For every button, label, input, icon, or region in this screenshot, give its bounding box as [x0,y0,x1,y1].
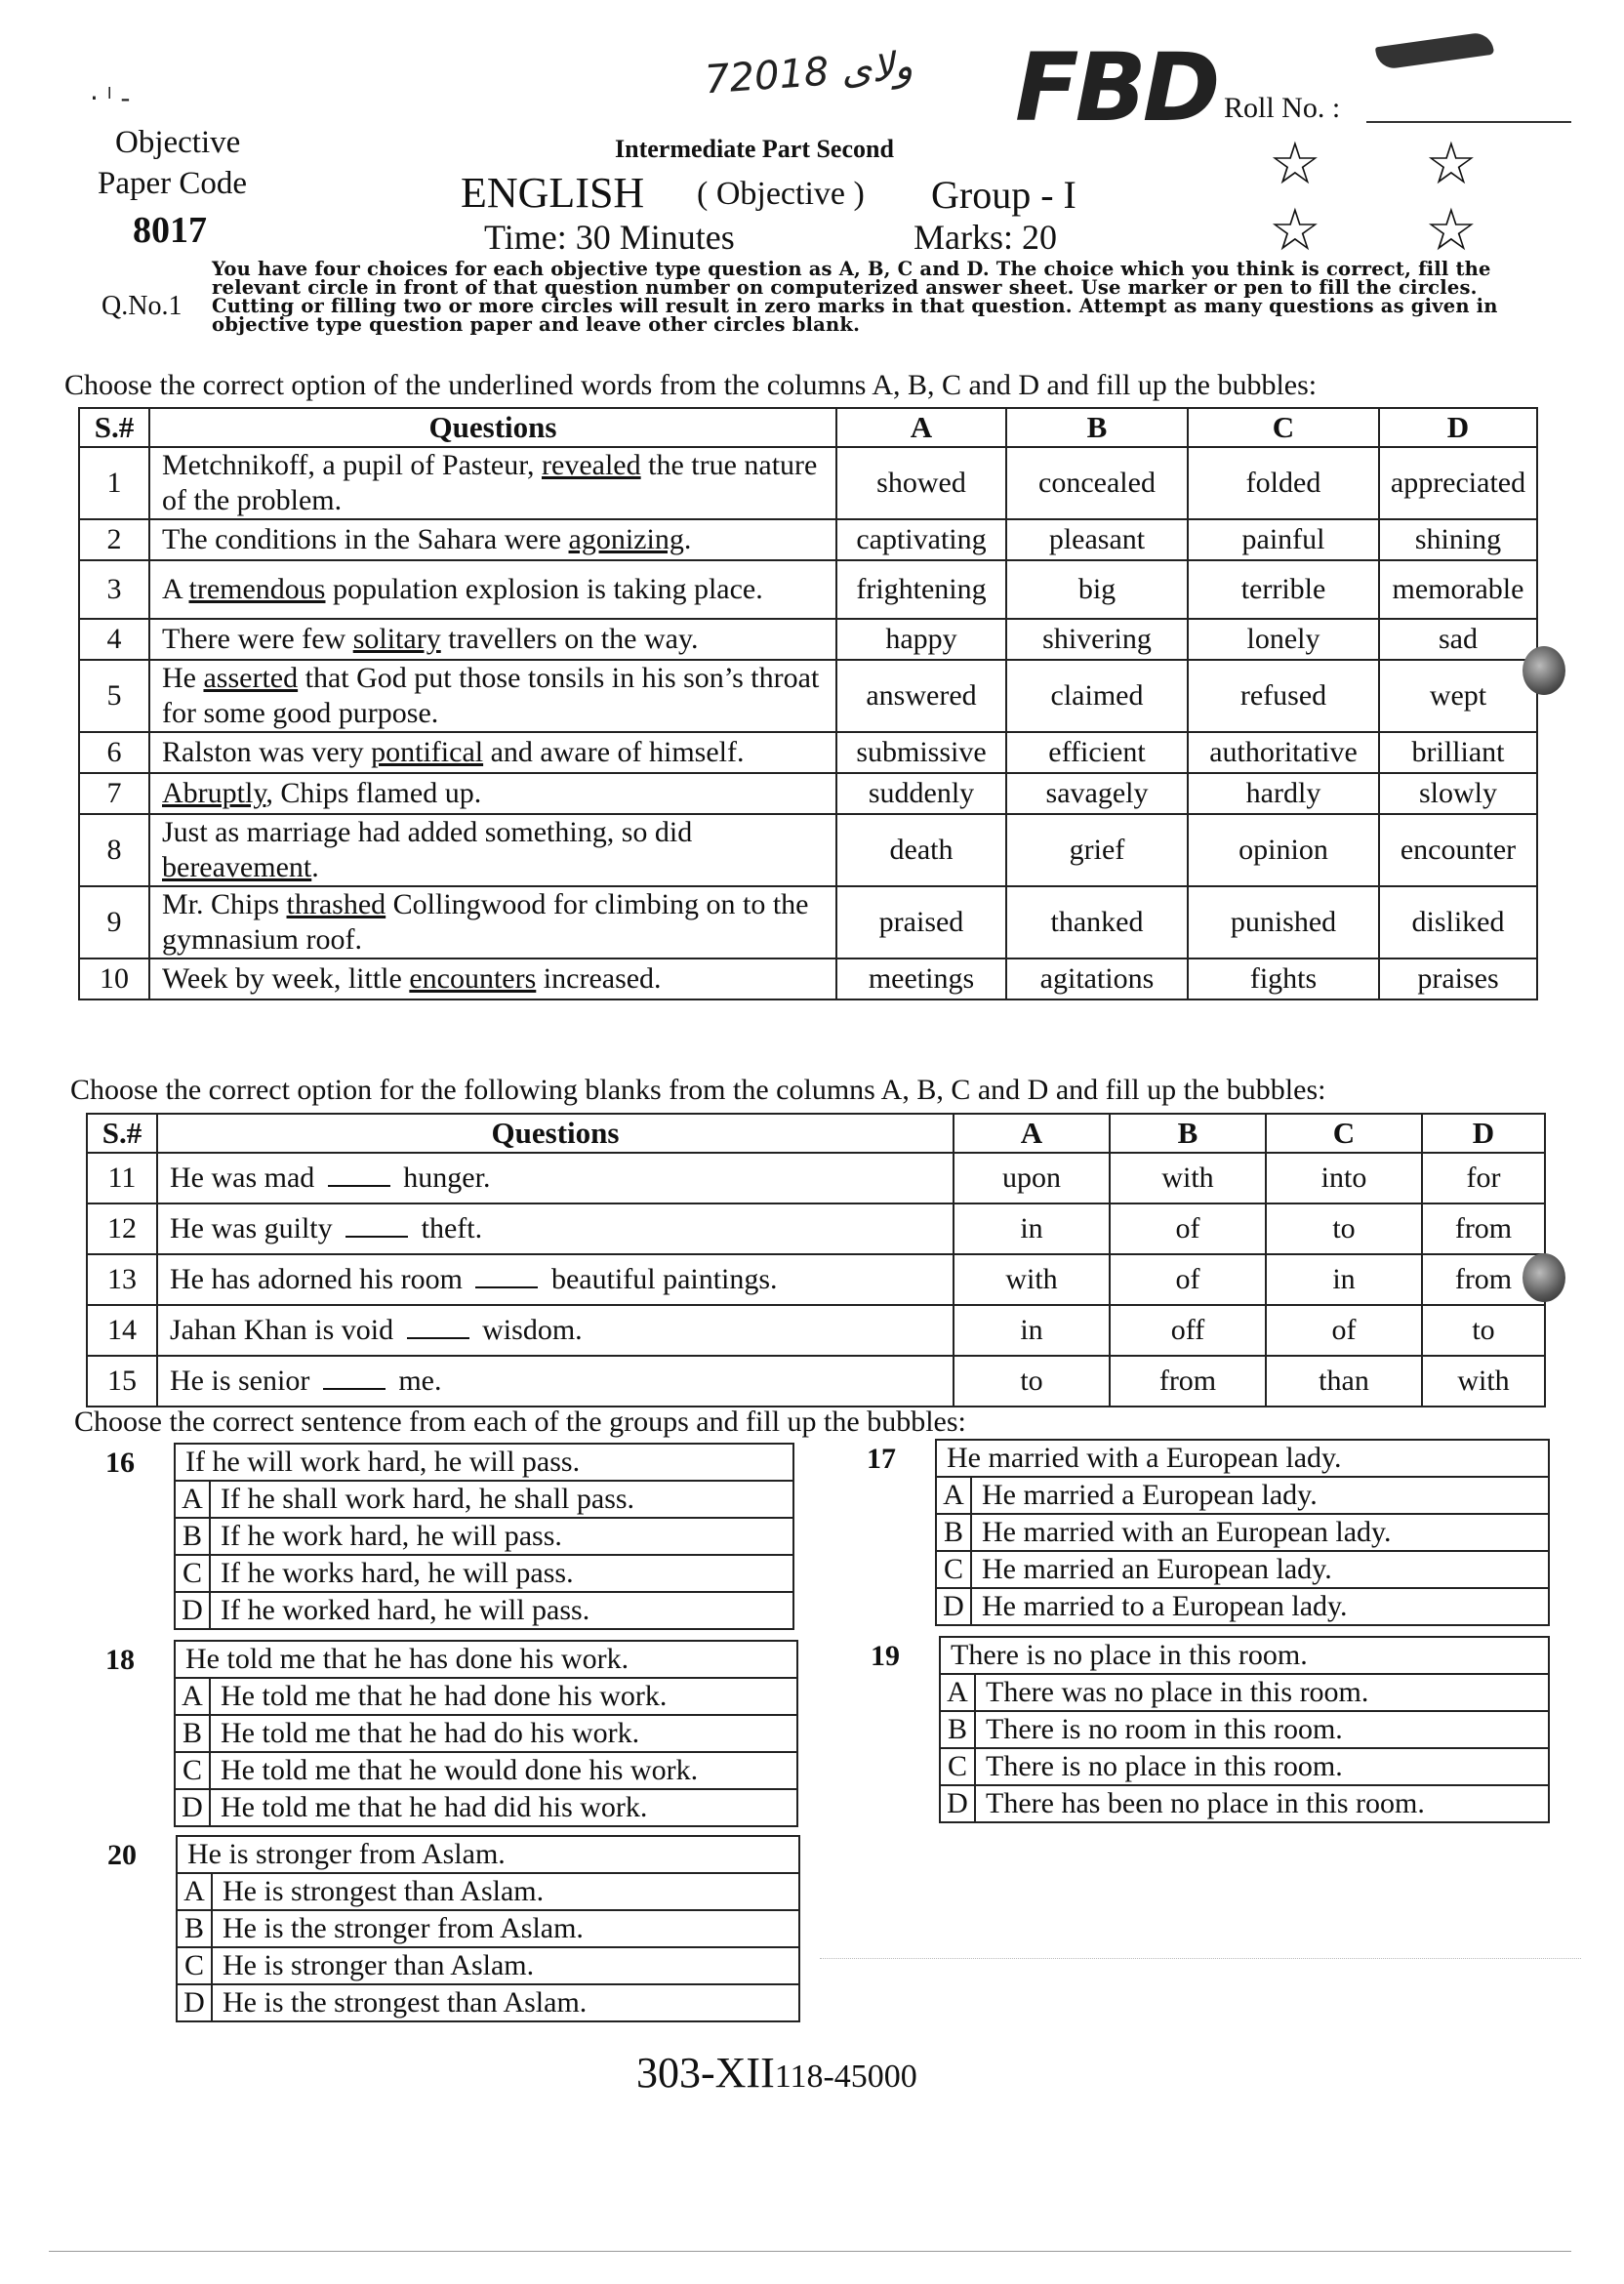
row-number: 8 [79,814,149,886]
option-d: encounter [1379,814,1537,886]
sentence-group [107,1835,800,2022]
option-sentence: He is the strongest than Aslam. [212,1984,799,2021]
option-a: suddenly [836,773,1006,814]
option-sentence: There is no room in this room. [975,1711,1549,1748]
option-letter: C [940,1748,975,1785]
option-c: painful [1188,519,1379,560]
option-row [936,1588,1549,1625]
question-text: Jahan Khan is void wisdom. [157,1305,954,1356]
option-a: answered [836,660,1006,732]
row-number: 13 [87,1254,157,1305]
table-row [79,660,1537,732]
table-row [87,1356,1545,1407]
option-letter: A [940,1674,975,1711]
star-icon: ☆ [1269,132,1321,196]
question-text: Abruptly, Chips flamed up. [149,773,836,814]
option-b: claimed [1006,660,1188,732]
group-number: 20 [107,1839,137,1871]
option-c: than [1266,1356,1422,1407]
option-d: wept [1379,660,1537,732]
option-c: of [1266,1305,1422,1356]
question-text: Ralston was very pontifical and aware of himself. [149,732,836,773]
option-d: brilliant [1379,732,1537,773]
option-sentence: He married a European lady. [971,1477,1549,1514]
sentence-table [174,1640,798,1827]
option-row [940,1785,1549,1822]
stem-row [175,1444,793,1481]
question-text: Metchnikoff, a pupil of Pasteur, revealed the true nature of the problem. [149,447,836,519]
blanks-table [86,1113,1546,1407]
option-c: into [1266,1153,1422,1203]
option-d: for [1422,1153,1545,1203]
option-letter: D [177,1984,212,2021]
option-letter: A [177,1873,212,1910]
time-label: Time: 30 Minutes [484,218,735,257]
option-d: disliked [1379,886,1537,958]
option-row [936,1514,1549,1551]
table-row [87,1153,1545,1203]
option-letter: C [175,1555,210,1592]
option-sentence: If he works hard, he will pass. [210,1555,793,1592]
stem-sentence: He told me that he has done his work. [175,1641,797,1678]
question-text: Just as marriage had added something, so did bereavement. [149,814,836,886]
option-row [177,1873,799,1910]
row-number: 1 [79,447,149,519]
row-number: 12 [87,1203,157,1254]
option-c: refused [1188,660,1379,732]
option-a: in [954,1305,1110,1356]
option-a: frightening [836,560,1006,619]
option-d: with [1422,1356,1545,1407]
option-c: authoritative [1188,732,1379,773]
question-text: There were few solitary travellers on the way. [149,619,836,660]
table-row [79,560,1537,619]
blank-line [323,1366,386,1390]
col-header: S.# [87,1114,157,1153]
option-letter: D [940,1785,975,1822]
table-row [79,447,1537,519]
underlined-word: encounters [409,962,537,995]
underlined-word: solitary [352,623,441,655]
roll-no-label: Roll No. : [1224,92,1341,124]
option-c: to [1266,1203,1422,1254]
option-b: concealed [1006,447,1188,519]
stem-row [175,1641,797,1678]
option-c: fights [1188,958,1379,999]
group-number: 18 [105,1644,135,1676]
star-icon: ☆ [1425,198,1478,263]
option-c: folded [1188,447,1379,519]
group-label: Group - I [931,173,1076,217]
col-header: C [1266,1114,1422,1153]
option-b: grief [1006,814,1188,886]
corner-smudge [1375,31,1494,70]
option-letter: D [175,1592,210,1629]
option-letter: D [936,1588,971,1625]
option-b: off [1110,1305,1266,1356]
option-d: slowly [1379,773,1537,814]
option-a: submissive [836,732,1006,773]
group-number: 17 [867,1443,896,1475]
table-row [79,773,1537,814]
footer-code-suffix: 118-45000 [774,2059,917,2095]
col-header: Questions [157,1114,954,1153]
option-letter: C [177,1947,212,1984]
table-header-row [87,1114,1545,1153]
row-number: 7 [79,773,149,814]
option-d: from [1422,1203,1545,1254]
table-row [87,1203,1545,1254]
option-sentence: He told me that he had done his work. [210,1678,797,1715]
stem-sentence: If he will work hard, he will pass. [175,1444,793,1481]
table-row [87,1305,1545,1356]
pen-mark [1522,1253,1565,1302]
option-sentence: He married to a European lady. [971,1588,1549,1625]
option-letter: C [936,1551,971,1588]
col-header: D [1422,1114,1545,1153]
option-a: meetings [836,958,1006,999]
footer-code-main: 303-XII [636,2049,775,2097]
underlined-word: bereavement [162,851,312,883]
option-d: shining [1379,519,1537,560]
star-icon: ☆ [1425,132,1478,196]
underlined-word: revealed [542,449,641,481]
underlined-word: pontifical [371,736,484,768]
question-number: Q.No.1 [102,291,183,321]
col-header: B [1006,408,1188,447]
option-b: savagely [1006,773,1188,814]
option-b: of [1110,1254,1266,1305]
marks-label: Marks: 20 [914,218,1057,257]
option-b: from [1110,1356,1266,1407]
option-c: punished [1188,886,1379,958]
blank-line [475,1265,538,1288]
underlined-word: thrashed [286,888,386,920]
option-b: of [1110,1203,1266,1254]
option-a: upon [954,1153,1110,1203]
paper-code-label: Paper Code [98,166,248,201]
option-sentence: He is stronger than Aslam. [212,1947,799,1984]
sentence-group [105,1640,798,1827]
col-header: C [1188,408,1379,447]
option-c: opinion [1188,814,1379,886]
option-sentence: He is strongest than Aslam. [212,1873,799,1910]
row-number: 6 [79,732,149,773]
question-text: He has adorned his room beautiful paintings. [157,1254,954,1305]
option-letter: A [175,1678,210,1715]
option-c: in [1266,1254,1422,1305]
roll-no-line [1366,121,1571,123]
objective-label: Objective [115,125,241,160]
col-header: B [1110,1114,1266,1153]
option-c: hardly [1188,773,1379,814]
stem-row [177,1836,799,1873]
star-icon: ☆ [1269,198,1321,263]
sentence-group [867,1439,1550,1626]
option-letter: B [940,1711,975,1748]
option-row [175,1752,797,1789]
blank-line [345,1214,408,1238]
option-sentence: If he shall work hard, he shall pass. [210,1481,793,1518]
option-b: with [1110,1153,1266,1203]
option-letter: C [175,1752,210,1789]
option-letter: B [175,1518,210,1555]
col-header: A [836,408,1006,447]
instructions: You have four choices for each objective type question as A, B, C and D. The choice which you think is correct, fill the relevant circle in front of that question number on computerized answer sheet. Use marker or pen to fill the circles. Cutting or filling two or more circles will result in zero marks in that question. Attempt as many questions as given in objective type question paper and leave other circles blank. [212,258,1498,336]
sentence-group [105,1443,794,1630]
handwritten-code: 72018 ولای [703,43,914,103]
underlined-word: agonizing [568,523,684,555]
option-sentence: There was no place in this room. [975,1674,1549,1711]
option-row [177,1984,799,2021]
option-a: in [954,1203,1110,1254]
row-number: 14 [87,1305,157,1356]
group-number: 19 [871,1640,900,1672]
blank-line [407,1316,469,1339]
option-a: captivating [836,519,1006,560]
sentence-group [871,1636,1550,1823]
option-b: shivering [1006,619,1188,660]
option-d: memorable [1379,560,1537,619]
row-number: 2 [79,519,149,560]
option-b: pleasant [1006,519,1188,560]
option-row [175,1481,793,1518]
question-text: He asserted that God put those tonsils in his son’s throat for some good purpose. [149,660,836,732]
option-a: praised [836,886,1006,958]
table-row [79,732,1537,773]
section3-heading: Choose the correct sentence from each of the groups and fill up the bubbles: [74,1406,966,1438]
option-row [175,1789,797,1826]
question-text: Week by week, little encounters increased. [149,958,836,999]
option-d: to [1422,1305,1545,1356]
table-row [79,958,1537,999]
option-a: to [954,1356,1110,1407]
option-sentence: He married an European lady. [971,1551,1549,1588]
sentence-table [939,1636,1550,1823]
table-header-row [79,408,1537,447]
sentence-table [176,1835,800,2022]
stem-sentence: There is no place in this room. [940,1637,1549,1674]
row-number: 4 [79,619,149,660]
margin-marks: · ˡ ‐ [90,82,131,114]
option-row [940,1674,1549,1711]
option-sentence: He married with an European lady. [971,1514,1549,1551]
footer-code [636,2048,917,2098]
option-letter: B [177,1910,212,1947]
option-row [936,1551,1549,1588]
option-b: efficient [1006,732,1188,773]
option-d: appreciated [1379,447,1537,519]
option-d: sad [1379,619,1537,660]
table-row [79,886,1537,958]
question-text: A tremendous population explosion is taking place. [149,560,836,619]
option-letter: A [175,1481,210,1518]
paper-code: 8017 [133,210,207,251]
option-sentence: He is the stronger from Aslam. [212,1910,799,1947]
sentence-table [174,1443,794,1630]
stem-row [940,1637,1549,1674]
option-c: terrible [1188,560,1379,619]
option-d: from [1422,1254,1545,1305]
option-sentence: If he work hard, he will pass. [210,1518,793,1555]
paper-type: ( Objective ) [697,176,865,212]
option-row [175,1555,793,1592]
option-a: showed [836,447,1006,519]
scan-line [820,1958,1581,1959]
option-letter: D [175,1789,210,1826]
option-a: death [836,814,1006,886]
col-header: D [1379,408,1537,447]
question-text: He was guilty theft. [157,1203,954,1254]
option-d: praises [1379,958,1537,999]
table-row [79,519,1537,560]
col-header: Questions [149,408,836,447]
option-sentence: There has been no place in this room. [975,1785,1549,1822]
option-row [177,1910,799,1947]
option-b: agitations [1006,958,1188,999]
blank-line [328,1163,390,1187]
option-letter: B [936,1514,971,1551]
option-b: thanked [1006,886,1188,958]
col-header: A [954,1114,1110,1153]
stem-sentence: He is stronger from Aslam. [177,1836,799,1873]
pen-mark [1522,646,1565,695]
group-number: 16 [105,1447,135,1479]
subject-title: ENGLISH [461,169,645,217]
underlined-word: asserted [203,662,299,694]
question-text: He was mad hunger. [157,1153,954,1203]
board-stamp: FBD [1015,33,1217,143]
col-header: S.# [79,408,149,447]
row-number: 5 [79,660,149,732]
table-row [79,619,1537,660]
option-c: lonely [1188,619,1379,660]
section2-heading: Choose the correct option for the following blanks from the columns A, B, C and D and fill up the bubbles: [70,1074,1326,1106]
option-b: big [1006,560,1188,619]
row-number: 11 [87,1153,157,1203]
option-row [940,1748,1549,1785]
underlined-word: Abruptly [162,777,266,809]
table-row [79,814,1537,886]
option-letter: B [175,1715,210,1752]
row-number: 3 [79,560,149,619]
stem-sentence: He married with a European lady. [936,1440,1549,1477]
row-number: 10 [79,958,149,999]
option-row [936,1477,1549,1514]
row-number: 9 [79,886,149,958]
option-sentence: He told me that he had did his work. [210,1789,797,1826]
option-a: happy [836,619,1006,660]
bottom-rule [49,2251,1571,2252]
section1-heading: Choose the correct option of the underlined words from the columns A, B, C and D and fill up the bubbles: [64,369,1318,401]
row-number: 15 [87,1356,157,1407]
option-sentence: He told me that he had do his work. [210,1715,797,1752]
option-row [175,1715,797,1752]
synonyms-table [78,407,1538,1000]
question-text: He is senior me. [157,1356,954,1407]
question-text: The conditions in the Sahara were agonizing. [149,519,836,560]
underlined-word: tremendous [188,573,326,605]
option-sentence: He told me that he would done his work. [210,1752,797,1789]
part-title: Intermediate Part Second [615,135,894,163]
option-a: with [954,1254,1110,1305]
option-sentence: There is no place in this room. [975,1748,1549,1785]
option-row [177,1947,799,1984]
option-row [175,1518,793,1555]
table-row [87,1254,1545,1305]
sentence-table [935,1439,1550,1626]
option-row [175,1678,797,1715]
option-row [940,1711,1549,1748]
option-letter: A [936,1477,971,1514]
option-sentence: If he worked hard, he will pass. [210,1592,793,1629]
question-text: Mr. Chips thrashed Collingwood for climbing on to the gymnasium roof. [149,886,836,958]
option-row [175,1592,793,1629]
stem-row [936,1440,1549,1477]
